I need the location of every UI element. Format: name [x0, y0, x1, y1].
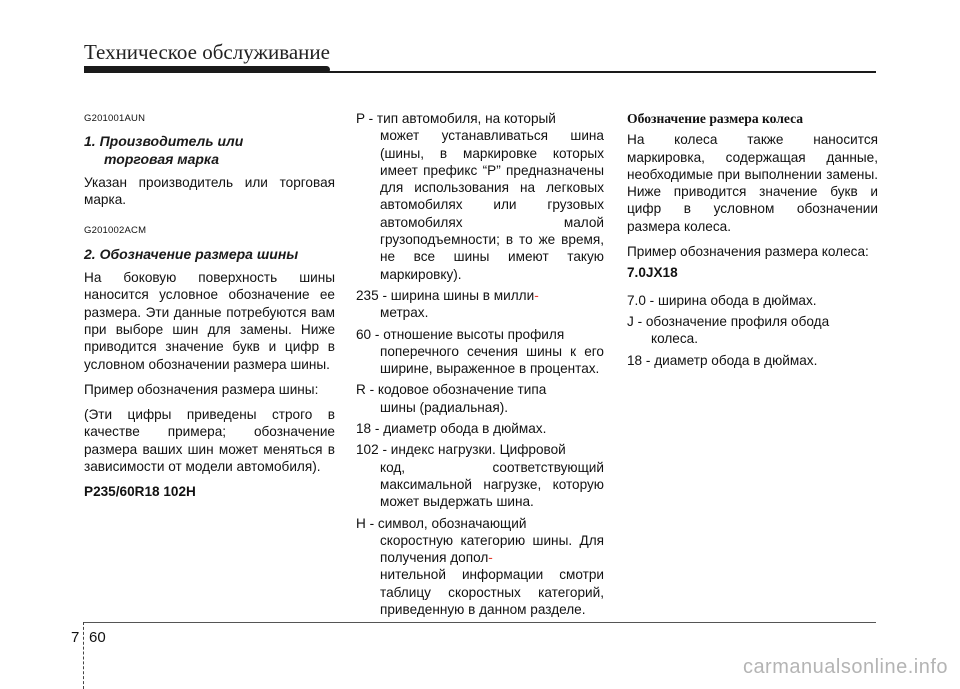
definition-item: 18 - диаметр обода в дюймах.: [627, 352, 818, 368]
paragraph: На колеса также наносится маркировка, содержащая данные, необходимые при выполнении замены. Ниже приводится значение букв и цифр в условном обозначении размера колеса.: [627, 132, 878, 234]
paragraph: Пример обозначения размера колеса:: [627, 244, 869, 260]
column-right: [627, 110, 878, 373]
heading-wheel-size: Обозначение размера колеса: [627, 111, 804, 126]
footer-divider: [83, 622, 84, 689]
page-number: 60: [89, 629, 106, 646]
watermark: carmanualsonline.info: [742, 656, 948, 678]
definition-item: 7.0 - ширина обода в дюймах.: [627, 292, 817, 308]
definition-item: 18 - диаметр обода в дюймах.: [356, 421, 547, 437]
footer-rule: [84, 622, 876, 623]
header-rule: [84, 71, 876, 73]
paragraph: (Эти цифры приведены строго в качестве примера; обозначение размера ваших шин может меняться в зависимости от модели автомобиля).: [84, 407, 335, 475]
heading-number: 1.: [84, 133, 96, 150]
hyphen-mark: -: [488, 550, 493, 566]
section-code: G201002ACM: [84, 225, 147, 237]
hyphen-mark: -: [534, 287, 539, 303]
definition-item: P - тип автомобиля, на который может устанавливаться шина (шины, в маркировке которых имеет префикс “P” предназначены для использования на легковых автомобилях или грузовых автомобилях малой грузоподъемности; в то же время, не все шины имеют такую маркировку).: [356, 111, 604, 282]
paragraph: Указан производитель или торговая марка.: [84, 174, 335, 208]
definition-item: H - символ, обозначающий скоростную категорию шины. Для получения допол- нительной информации смотри таблицу скоростных категорий, приведенную в данном разделе.: [356, 515, 604, 618]
heading-line1: Производитель или: [99, 133, 244, 150]
definition-item: J - обозначение профиля обода колеса.: [627, 313, 830, 347]
heading-tire-size: 2. Обозначение размера шины: [84, 245, 299, 262]
chapter-number: 7: [71, 629, 80, 646]
heading-manufacturer: [84, 133, 335, 168]
definition-item: 235 - ширина шины в милли- метрах.: [356, 287, 539, 321]
tire-size-example: P235/60R18 102H: [84, 484, 196, 500]
section-title: Техническое обслуживание: [84, 40, 330, 64]
heading-line2: торговая марка: [104, 150, 219, 167]
section-code: G201001AUN: [84, 113, 146, 124]
definition-item: 60 - отношение высоты профиля поперечного сечения шины к его ширине, выраженное в процентах.: [356, 326, 604, 377]
column-left: [84, 110, 335, 511]
paragraph: Пример обозначения размера шины:: [84, 381, 319, 397]
column-middle: [356, 110, 604, 622]
paragraph: На боковую поверхность шины наносится условное обозначение ее размера. Эти данные потребуются вам при выборе шин для замены. Ниже приводится значение букв и цифр в условном обозначении размера шины.: [84, 270, 335, 372]
definition-item: R - кодовое обозначение типа шины (радиальная).: [356, 382, 547, 415]
definition-item: 102 - индекс нагрузки. Цифровой код, соответствующий максимальной нагрузке, которую может выдержать шина.: [356, 442, 604, 510]
wheel-size-example: 7.0JX18: [627, 265, 678, 281]
